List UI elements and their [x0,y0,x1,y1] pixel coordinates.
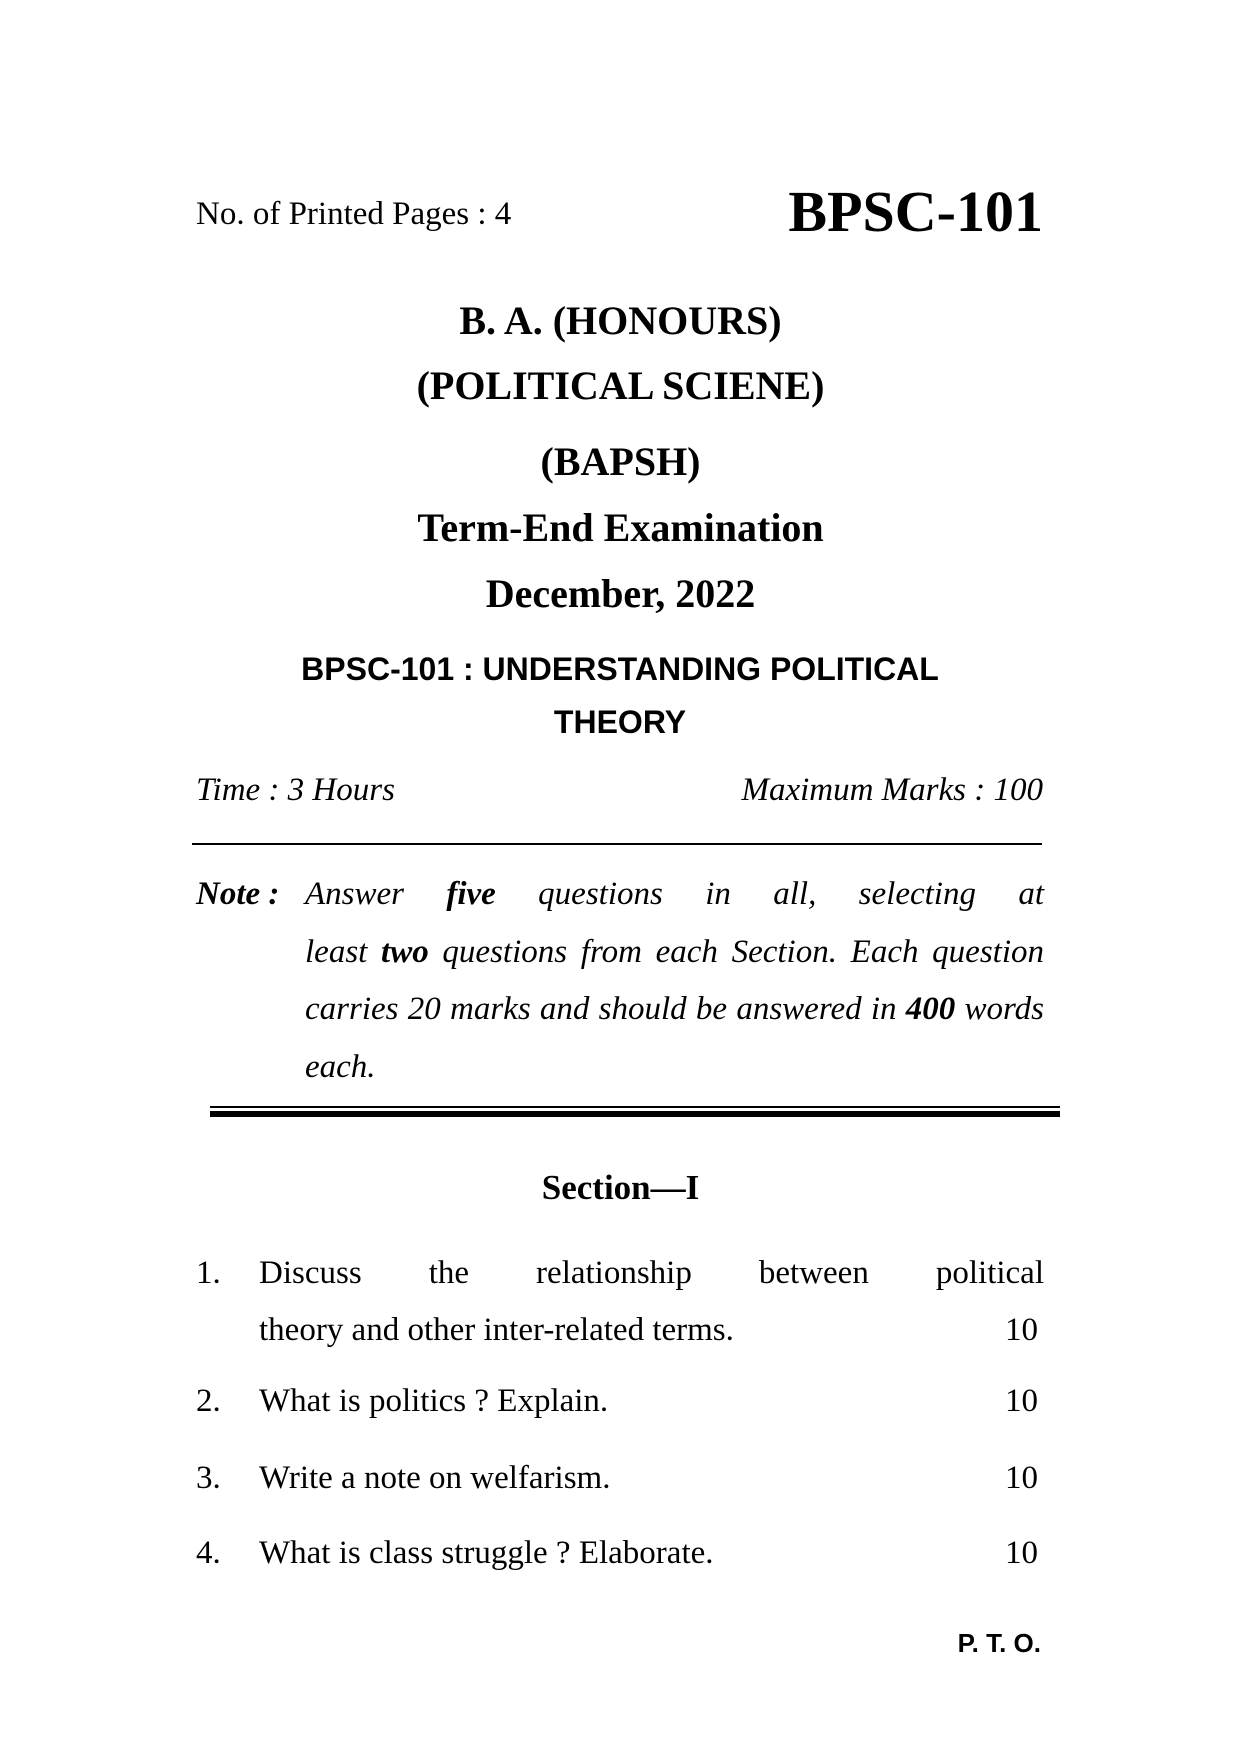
note-emphasis-400: 400 [905,991,956,1027]
note-body [305,866,1044,1096]
double-rule-thin [210,1106,1060,1108]
section-heading: Section—I [541,1168,700,1207]
question-number: 4. [196,1535,221,1571]
question-text: What is politics ? Explain. [259,1383,609,1419]
note-emphasis-two: two [381,933,429,970]
subject-title-line-1: BPSC-101 : UNDERSTANDING POLITICAL [301,651,939,687]
double-rule-thick [210,1111,1060,1117]
exam-title: Term-End Examination [417,505,824,550]
programme-code: (BAPSH) [540,439,701,484]
maximum-marks: Maximum Marks : 100 [741,772,1043,808]
question-text-line-1: Discuss the relationship between political [259,1255,1044,1291]
question-text-line-2: theory and other inter-related terms. [259,1312,734,1348]
question-item [196,1245,1044,1359]
question-number: 3. [196,1460,221,1496]
discipline-title: (POLITICAL SCIENE) [416,363,825,408]
question-marks: 10 [1005,1312,1038,1348]
question-number: 2. [196,1383,221,1419]
programme-title: B. A. (HONOURS) [459,298,782,343]
divider-rule [192,843,1042,845]
note-text: questions in all, selecting at [495,876,1044,912]
question-text: Write a note on welfarism. [259,1460,611,1496]
note-label: Note : [196,876,280,912]
question-marks: 10 [1005,1383,1038,1419]
subject-title [240,643,1000,749]
question-item [196,1460,1044,1497]
exam-duration: Time : 3 Hours [196,772,395,808]
note-line-1 [305,866,1044,924]
question-item [196,1383,1044,1420]
note-text: words each. [305,991,1044,1085]
course-code: BPSC-101 [788,179,1043,244]
question-number: 1. [196,1255,221,1291]
subject-title-line-2: THEORY [553,704,687,740]
question-text [259,1245,1044,1359]
instructions-note [196,866,1044,1096]
question-item [196,1535,1044,1572]
note-rest [305,924,1044,1097]
note-emphasis-five: five [446,876,496,912]
question-marks: 10 [1005,1535,1038,1571]
note-text: least [305,933,382,970]
printed-pages-count: No. of Printed Pages : 4 [196,196,512,232]
note-text: Answer [305,876,447,912]
question-marks: 10 [1005,1460,1038,1496]
please-turn-over: P. T. O. [957,1628,1041,1658]
question-text: What is class struggle ? Elaborate. [259,1535,714,1571]
exam-session: December, 2022 [485,571,756,616]
note-text: questions from each Section. Each question carries 20 marks and should be answered in [305,933,1045,1027]
